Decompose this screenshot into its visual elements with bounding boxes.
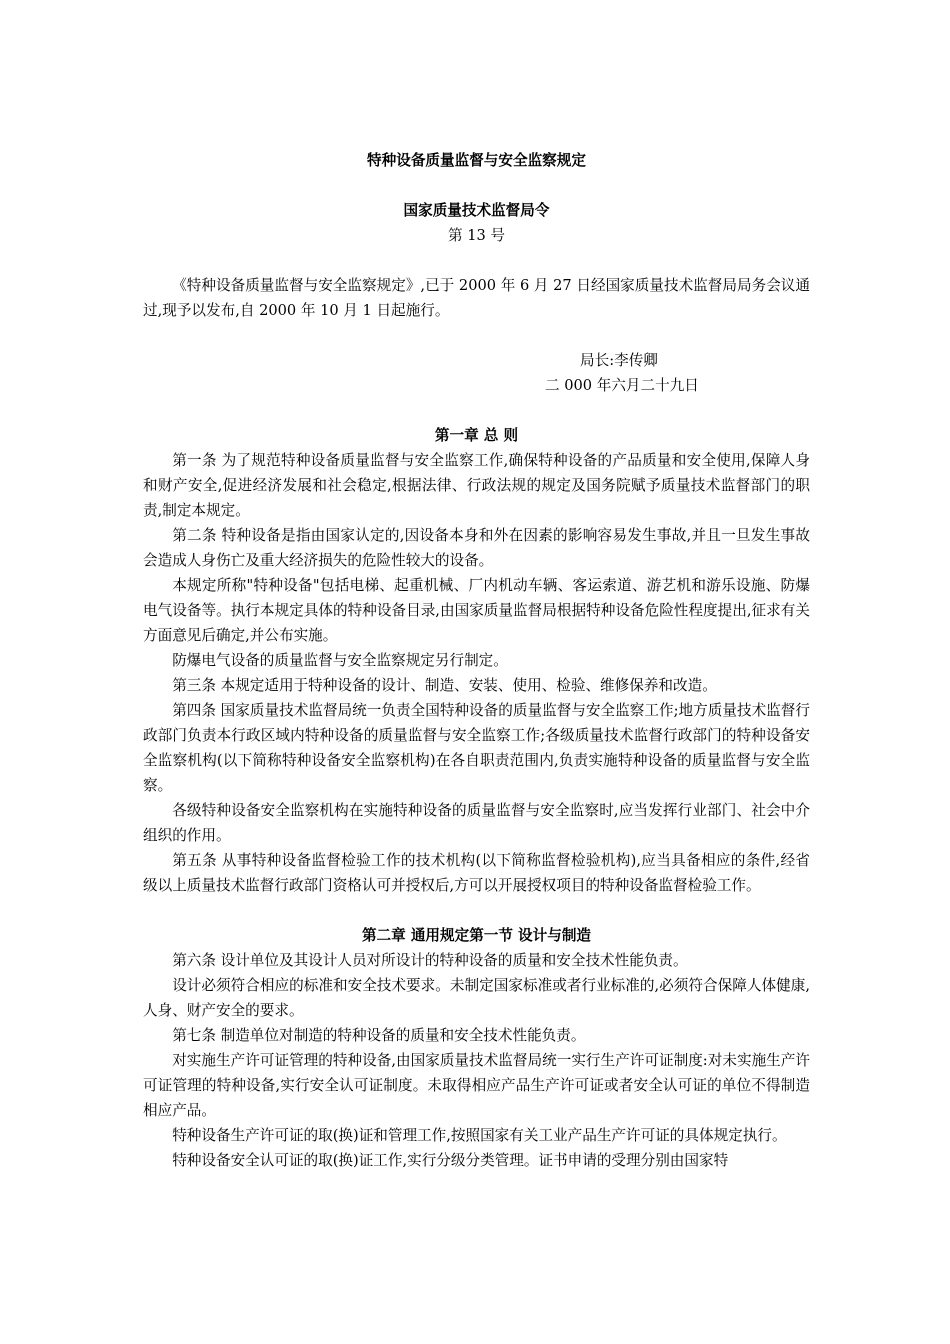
article-paragraph: 第四条 国家质量技术监督局统一负责全国特种设备的质量监督与安全监察工作;地方质量技术监督行政部门负责本行政区域内特种设备的质量监督与安全监察工作;各级质量技术监督行政部门的特种设备安全监察机构(以下简称特种设备安全监察机构)在各自职责范围内,负责实施特种设备的质量监督与安全监察。 bbox=[143, 702, 810, 794]
preamble-paragraph: 《特种设备质量监督与安全监察规定》,已于 2000 年 6 月 27 日经国家质量技术监督局局务会议通过,现予以发布,自 2000 年 10 月 1 日起施行。 bbox=[143, 277, 810, 319]
issue-date: 二 000 年六月二十九日 bbox=[545, 377, 699, 394]
article-paragraph: 第六条 设计单位及其设计人员对所设计的特种设备的质量和安全技术性能负责。 bbox=[172, 952, 688, 969]
issuer-heading: 国家质量技术监督局令 bbox=[403, 202, 550, 219]
chapter-2-heading: 第二章 通用规定第一节 设计与制造 bbox=[361, 927, 592, 944]
spacer bbox=[143, 173, 810, 198]
spacer bbox=[143, 248, 810, 273]
document-page bbox=[143, 148, 810, 1173]
article-paragraph: 防爆电气设备的质量监督与安全监察规定另行制定。 bbox=[172, 652, 508, 669]
spacer bbox=[143, 398, 810, 423]
article-paragraph: 特种设备安全认可证的取(换)证工作,实行分级分类管理。证书申请的受理分别由国家特 bbox=[172, 1152, 729, 1169]
chapter-1-heading: 第一章 总 则 bbox=[434, 427, 519, 444]
order-number: 第 13 号 bbox=[447, 227, 506, 244]
article-paragraph: 本规定所称"特种设备"包括电梯、起重机械、厂内机动车辆、客运索道、游艺机和游乐设施、防爆电气设备等。执行本规定具体的特种设备目录,由国家质量监督局根据特种设备危险性程度提出,征求有关方面意见后确定,并公布实施。 bbox=[143, 577, 810, 644]
document-title: 特种设备质量监督与安全监察规定 bbox=[367, 152, 586, 169]
article-paragraph: 特种设备生产许可证的取(换)证和管理工作,按照国家有关工业产品生产许可证的具体规定执行。 bbox=[172, 1127, 787, 1144]
article-paragraph: 对实施生产许可证管理的特种设备,由国家质量技术监督局统一实行生产许可证制度:对未实施生产许可证管理的特种设备,实行安全认可证制度。未取得相应产品生产许可证或者安全认可证的单位不得制造相应产品。 bbox=[143, 1052, 810, 1119]
article-paragraph: 第三条 本规定适用于特种设备的设计、制造、安装、使用、检验、维修保养和改造。 bbox=[172, 677, 717, 694]
article-paragraph: 第一条 为了规范特种设备质量监督与安全监察工作,确保特种设备的产品质量和安全使用,保障人身和财产安全,促进经济发展和社会稳定,根据法律、行政法规的规定及国务院赋予质量技术监督部门的职责,制定本规定。 bbox=[143, 452, 810, 519]
spacer bbox=[143, 323, 810, 348]
article-paragraph: 各级特种设备安全监察机构在实施特种设备的质量监督与安全监察时,应当发挥行业部门、社会中介组织的作用。 bbox=[143, 802, 810, 844]
article-paragraph: 设计必须符合相应的标准和安全技术要求。未制定国家标准或者行业标准的,必须符合保障人体健康,人身、财产安全的要求。 bbox=[143, 977, 810, 1019]
article-paragraph: 第七条 制造单位对制造的特种设备的质量和安全技术性能负责。 bbox=[172, 1027, 586, 1044]
article-paragraph: 第五条 从事特种设备监督检验工作的技术机构(以下简称监督检验机构),应当具备相应的条件,经省级以上质量技术监督行政部门资格认可并授权后,方可以开展授权项目的特种设备监督检验工作。 bbox=[143, 852, 810, 894]
spacer bbox=[143, 898, 810, 923]
signatory: 局长:李传卿 bbox=[580, 352, 658, 369]
article-paragraph: 第二条 特种设备是指由国家认定的,因设备本身和外在因素的影响容易发生事故,并且一旦发生事故会造成人身伤亡及重大经济损失的危险性较大的设备。 bbox=[143, 527, 810, 569]
